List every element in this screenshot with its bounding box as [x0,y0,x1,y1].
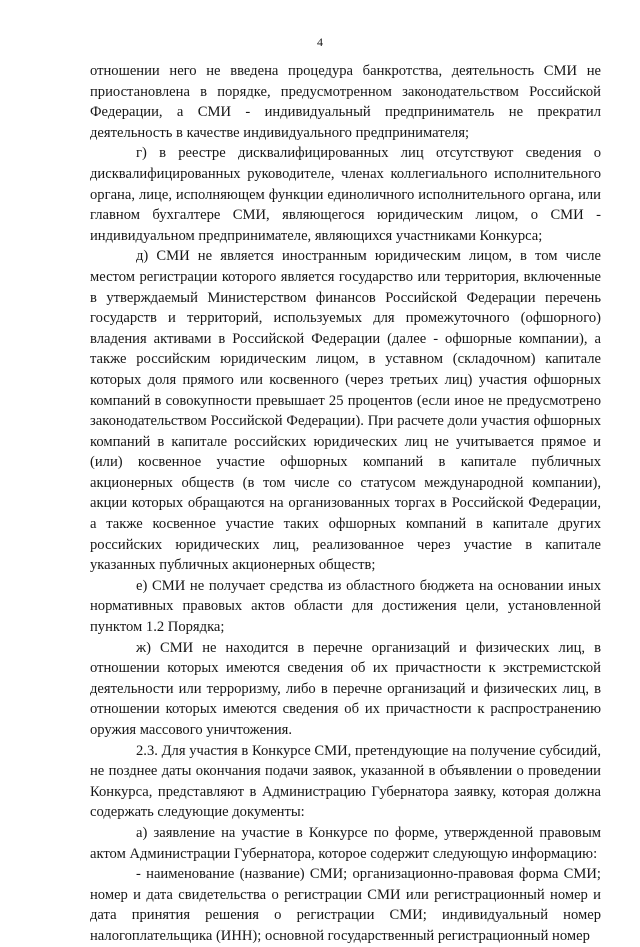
paragraph-item-d: д) СМИ не является иностранным юридическим лицом, в том числе местом регистрации которого является государство или территория, включенные в утверждаемый Министерством финансов Российской Федерации перечень государств и территорий, используемых для промежуточного (офшорного) владения активами в Российской Федерации (далее - офшорные компании), а также российским юридическим лицом, в уставном (складочном) капитале которых доля прямого или косвенного (через третьих лиц) участия офшорных компаний в совокупности превышает 25 процентов (если иное не предусмотрено законодательством Российской Федерации). При расчете доли участия офшорных компаний в капитале российских юридических лиц не учитывается прямое и (или) косвенное участие офшорных компаний в капитале публичных акционерных обществ (в том числе со статусом международной компании), акции которых обращаются на организованных торгах в Российской Федерации, а также косвенное участие таких офшорных компаний в капитале других российских юридических лиц, реализованное через участие в капитале указанных публичных акционерных обществ; [90,248,601,574]
paragraph-item-e: е) СМИ не получает средства из областного бюджета на основании иных нормативных правовых актов области для достижения цели, установленной пунктом 1.2 Порядка; [90,577,601,636]
paragraph-list-item: - наименование (название) СМИ; организационно-правовая форма СМИ; номер и дата свидетельства о регистрации СМИ или регистрационный номер и дата принятия решения о регистрации СМИ; индивидуальный номер налогоплательщика (ИНН); основной государственный регистрационный номер [90,866,601,944]
paragraph-item-a: а) заявление на участие в Конкурсе по форме, утвержденной правовым актом Администрации Губернатора, которое содержит следующую информацию: [90,824,601,862]
paragraph-item-g: г) в реестре дисквалифицированных лиц отсутствуют сведения о дисквалифицированных руководителе, членах коллегиального исполнительного органа, лице, исполняющем функции единоличного исполнительного органа, или главном бухгалтере СМИ, являющегося юридическим лицом, о СМИ - индивидуальном предпринимателе, являющихся участниками Конкурса; [90,145,601,244]
page-number: 4 [317,35,323,49]
paragraph-item-zh: ж) СМИ не находится в перечне организаций и физических лиц, в отношении которых имеются сведения об их причастности к экстремистской деятельности или терроризму, либо в перечне организаций и физических лиц, в отношении которых имеются сведения об их причастности к распространению оружия массового уничтожения. [90,639,601,738]
paragraph-section-2-3: 2.3. Для участия в Конкурсе СМИ, претендующие на получение субсидий, не позднее даты окончания подачи заявок, указанной в объявлении о проведении Конкурса, представляют в Администрацию Губернатора заявку, которая должна содержать следующие документы: [90,742,601,821]
paragraph-continuation: отношении него не введена процедура банкротства, деятельность СМИ не приостановлена в порядке, предусмотренном законодательством Российской Федерации, а СМИ - индивидуальный предприниматель не прекратил деятельность в качестве индивидуального предпринимателя; [90,63,601,141]
document-body [90,61,601,947]
